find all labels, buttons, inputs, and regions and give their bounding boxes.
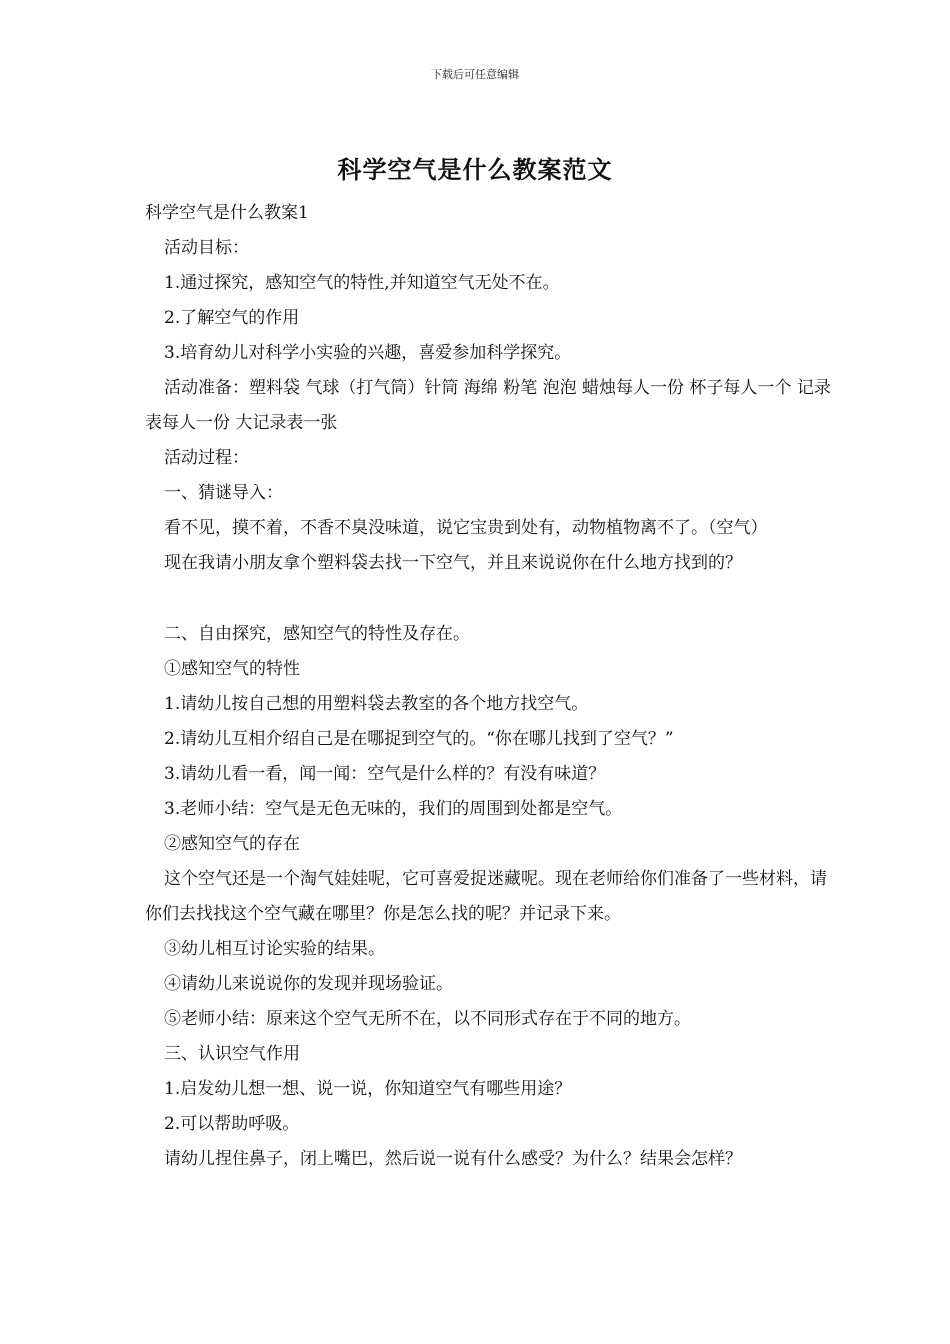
paragraph: ③幼儿相互讨论实验的结果。 [164, 939, 385, 959]
spacer [145, 581, 835, 617]
section-label: 一、猜谜导入： [164, 483, 283, 503]
paragraph: 现在我请小朋友拿个塑料袋去找一下空气，并且来说说你在什么地方找到的？ [164, 553, 742, 573]
paragraph: 1.启发幼儿想一想、说一说，你知道空气有哪些用途？ [164, 1079, 572, 1099]
paragraph: 1.通过探究，感知空气的特性,并知道空气无处不在。 [164, 273, 560, 293]
paragraph: ①感知空气的特性 [164, 659, 300, 679]
paragraph: 2.可以帮助呼吸。 [164, 1114, 300, 1134]
document-body [145, 196, 835, 1177]
paragraph: ②感知空气的存在 [164, 834, 300, 854]
section-label: 活动目标： [164, 238, 249, 258]
section-label: 二、自由探究，感知空气的特性及存在。 [164, 624, 470, 644]
paragraph: 2.了解空气的作用 [164, 308, 300, 328]
paragraph: 3.老师小结：空气是无色无味的，我们的周围到处都是空气。 [164, 799, 623, 819]
section-label: 三、认识空气作用 [164, 1044, 300, 1064]
paragraph: 活动准备：塑料袋 气球（打气筒）针筒 海绵 粉笔 泡泡 蜡烛每人一份 杯子每人一个 记录表每人一份 大记录表一张 [145, 378, 831, 433]
paragraph: 看不见，摸不着，不香不臭没味道，说它宝贵到处有，动物植物离不了。（空气） [164, 518, 768, 538]
paragraph: 这个空气还是一个淘气娃娃呢，它可喜爱捉迷藏呢。现在老师给你们准备了一些材料，请你们去找找这个空气藏在哪里？你是怎么找的呢？并记录下来。 [145, 869, 827, 924]
paragraph: 1.请幼儿按自己想的用塑料袋去教室的各个地方找空气。 [164, 694, 589, 714]
document-title: 科学空气是什么教案范文 [337, 155, 613, 184]
page-header: 下载后可任意编辑 [431, 68, 519, 81]
paragraph: 3.培育幼儿对科学小实验的兴趣，喜爱参加科学探究。 [164, 343, 572, 363]
paragraph: 2.请幼儿互相介绍自己是在哪捉到空气的。“你在哪儿找到了空气？” [164, 729, 674, 749]
paragraph: 3.请幼儿看一看，闻一闻：空气是什么样的？有没有味道？ [164, 764, 606, 784]
paragraph: ④请幼儿来说说你的发现并现场验证。 [164, 974, 453, 994]
section-label: 活动过程： [164, 448, 249, 468]
paragraph: ⑤老师小结：原来这个空气无所不在，以不同形式存在于不同的地方。 [164, 1009, 691, 1029]
lesson-heading: 科学空气是什么教案1 [145, 203, 309, 223]
paragraph: 请幼儿捏住鼻子，闭上嘴巴，然后说一说有什么感受？为什么？结果会怎样？ [164, 1149, 742, 1169]
